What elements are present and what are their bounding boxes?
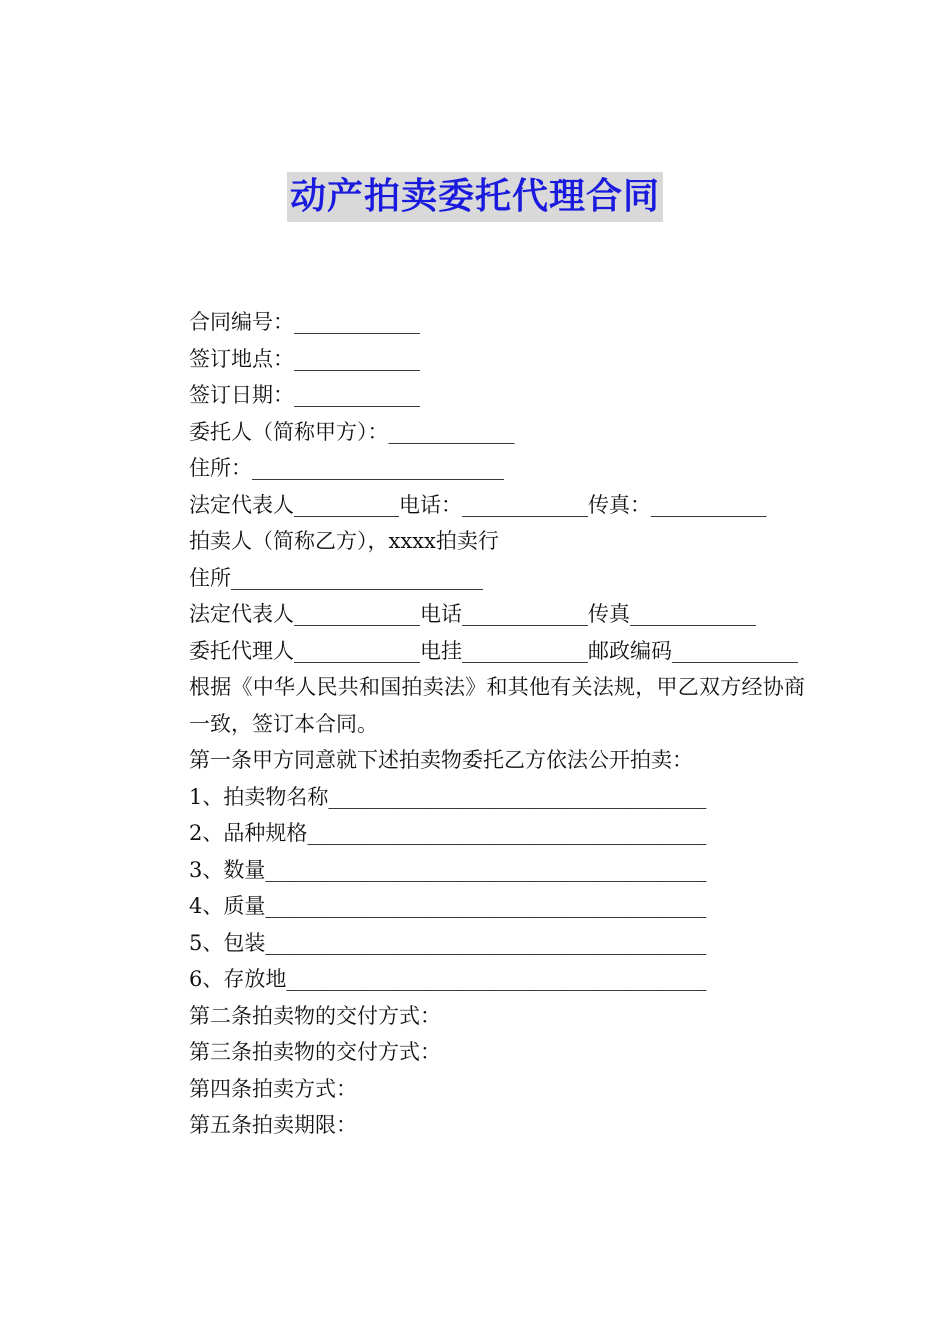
agent-line: 委托代理人____________电挂____________邮政编码____________ — [189, 638, 798, 663]
principal-line: 委托人（简称甲方）：____________ — [189, 419, 515, 444]
document-title: 动产拍卖委托代理合同 — [287, 172, 663, 222]
article-4: 第四条拍卖方式： — [189, 1076, 357, 1101]
item-name-line: 1、拍卖物名称____________________________________ — [189, 784, 707, 809]
item-quantity-line: 3、数量__________________________________________ — [189, 857, 707, 882]
document-body — [145, 304, 805, 1144]
preamble-paragraph: 根据《中华人民共和国拍卖法》和其他有关法规，甲乙双方经协商一致，签订本合同。 — [189, 675, 805, 736]
signing-place-line: 签订地点：____________ — [189, 346, 420, 371]
principal-address-line: 住所：________________________ — [189, 456, 504, 480]
article-5: 第五条拍卖期限： — [189, 1113, 357, 1137]
contract-number-line: 合同编号：____________ — [189, 310, 420, 334]
item-storage-line: 6、存放地________________________________________ — [189, 967, 707, 991]
principal-representative-line: 法定代表人__________电话：____________传真：___________ — [189, 492, 767, 517]
auctioneer-representative-line: 法定代表人____________电话____________传真____________ — [189, 602, 756, 626]
title-container — [0, 172, 950, 222]
article-3: 第三条拍卖物的交付方式： — [189, 1040, 441, 1064]
article-2: 第二条拍卖物的交付方式： — [189, 1003, 441, 1028]
item-packaging-line: 5、包装__________________________________________ — [189, 930, 707, 955]
item-quality-line: 4、质量__________________________________________ — [189, 894, 707, 918]
auctioneer-line: 拍卖人（简称乙方），xxxx拍卖行 — [189, 529, 499, 553]
item-spec-line: 2、品种规格______________________________________ — [189, 821, 707, 845]
article-1: 第一条甲方同意就下述拍卖物委托乙方依法公开拍卖： — [189, 748, 693, 772]
auctioneer-address-line: 住所________________________ — [189, 565, 483, 590]
signing-date-line: 签订日期：____________ — [189, 383, 420, 407]
